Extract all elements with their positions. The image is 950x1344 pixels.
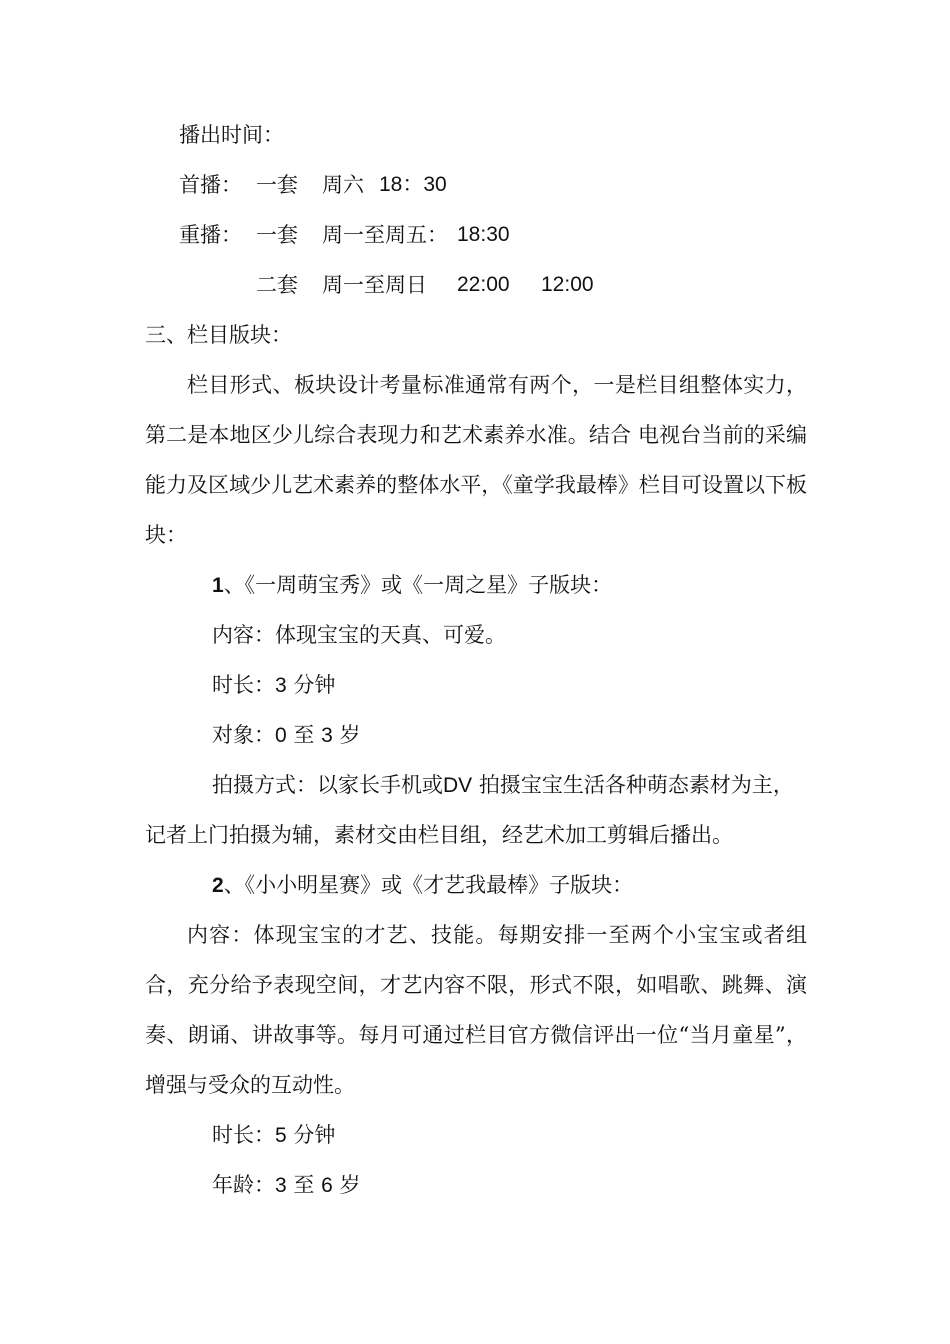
block2-title-text: 、《小小明星赛》或《才艺我最棒》子版块： <box>223 873 634 897</box>
rerun-time-1: 18:30 <box>457 223 510 246</box>
block1-duration-label: 时长： <box>212 673 275 697</box>
block1-duration-unit: 分钟 <box>293 673 336 697</box>
rerun-time-2b: 12:00 <box>541 273 594 296</box>
block2-duration-value: 5 <box>275 1124 287 1147</box>
block2-age-mid: 至 <box>293 1173 315 1197</box>
block2-age-label: 年龄： <box>212 1173 275 1197</box>
block1-target <box>212 720 360 751</box>
block1-target-mid: 至 <box>293 723 315 747</box>
rerun-time-2a: 22:00 <box>457 273 510 296</box>
block2-age <box>212 1170 360 1201</box>
block1-duration-value: 3 <box>275 674 287 697</box>
schedule-heading: 播出时间： <box>179 123 284 147</box>
rerun-days-2: 周一至周日 <box>322 273 427 297</box>
rerun-days-1: 周一至周五： <box>322 223 448 247</box>
block2-age-to: 6 <box>321 1174 333 1197</box>
block1-number: 1 <box>212 574 224 597</box>
premiere-label: 首播： <box>179 173 242 197</box>
block2-duration-unit: 分钟 <box>293 1123 336 1147</box>
block1-title-text: 、《一周萌宝秀》或《一周之星》子版块： <box>223 573 613 597</box>
block2-duration <box>212 1120 335 1151</box>
rerun-label: 重播： <box>179 223 242 247</box>
section-heading: 三、栏目版块： <box>145 323 292 347</box>
block1-content: 内容：体现宝宝的天真、可爱。 <box>212 623 506 647</box>
block1-method-dv: DV <box>443 774 473 797</box>
block1-title <box>212 570 612 601</box>
premiere-day: 周六 <box>322 173 364 197</box>
block1-target-from: 0 <box>275 724 287 747</box>
block1-target-unit: 岁 <box>339 723 361 747</box>
block2-content-paragraph: 内容：体现宝宝的才艺、技能。每期安排一至两个小宝宝或者组合，充分给予表现空间，才艺内容不限，形式不限，如唱歌、跳舞、演奏、朗诵、讲故事等。每月可通过栏目官方微信评出一位“当月童星”，增强与受众的互动性。 <box>145 923 807 1097</box>
block2-age-unit: 岁 <box>339 1173 361 1197</box>
block2-number: 2 <box>212 874 224 897</box>
block1-target-label: 对象： <box>212 723 275 747</box>
block1-target-to: 3 <box>321 724 333 747</box>
block1-method-line-1: 拍摄方式：以家长手机或DV 拍摄宝宝生活各种萌态素材为主， <box>212 773 794 797</box>
block1-method-line-2: 记者上门拍摄为辅，素材交由栏目组，经艺术加工剪辑后播出。 <box>145 823 733 847</box>
rerun-channel-1: 一套 <box>256 223 298 247</box>
rerun-channel-2: 二套 <box>256 273 298 297</box>
block2-title <box>212 870 633 901</box>
block2-duration-label: 时长： <box>212 1123 275 1147</box>
premiere-channel: 一套 <box>256 173 298 197</box>
block2-age-from: 3 <box>275 1174 287 1197</box>
premiere-time: 18：30 <box>379 173 447 196</box>
section-intro-paragraph: 栏目形式、板块设计考量标准通常有两个，一是栏目组整体实力，第二是本地区少儿综合表现力和艺术素养水准。结合 电视台当前的采编能力及区域少儿艺术素养的整体水平，《童学我最棒》栏目可设置以下板块： <box>145 373 807 547</box>
block1-duration <box>212 670 335 701</box>
